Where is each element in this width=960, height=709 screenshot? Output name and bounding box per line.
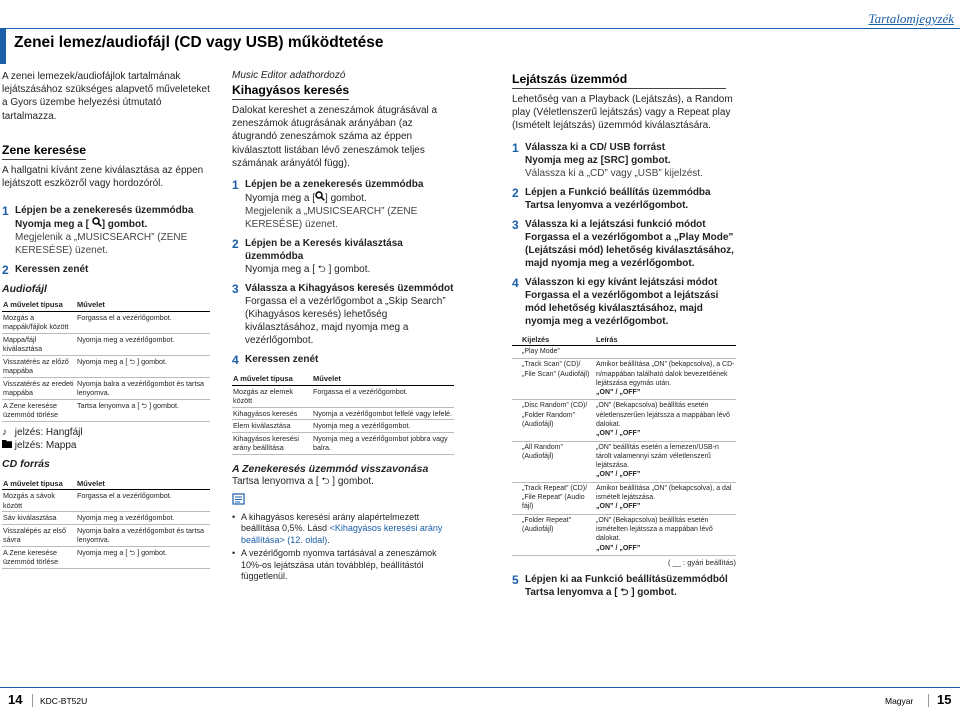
- step-instruction: Nyomja meg az [SRC] gombot.: [525, 154, 671, 166]
- step-instruction: Nyomja meg a [ ⮌ ] gombot.: [245, 264, 371, 276]
- table-row: [2, 355, 210, 377]
- table-row: [232, 385, 454, 407]
- section-title-skip-search: Kihagyásos keresés: [232, 83, 349, 100]
- section-description: A hallgatni kívánt zene kiválasztása az éppen lejátszott eszközről vagy hordozóról.: [2, 164, 204, 190]
- table-row: [2, 524, 210, 546]
- step-number: 3: [232, 282, 239, 297]
- table-cell: Mappa/fájl kiválasztása: [2, 333, 76, 355]
- table-cell: Nyomja meg a vezérlőgombot.: [76, 333, 210, 355]
- table-cell: Nyomja meg a vezérlőgombot jobbra vagy balra.: [312, 432, 454, 454]
- legend-folder: jelzés: Mappa: [2, 439, 210, 452]
- table-cell: „Folder Repeat” (Audiofájl): [512, 514, 595, 555]
- step-number: 2: [512, 185, 519, 200]
- step-note: Megjelenik a „MUSICSEARCH” (ZENE KERESÉSE) üzenet.: [245, 206, 418, 231]
- table-row: [512, 400, 736, 441]
- table-group-label: „Play Mode”: [512, 345, 736, 358]
- step-4: [512, 276, 736, 328]
- step-title: Válassza a Kihagyásos keresés üzemmódot: [245, 283, 454, 295]
- table-cell: Visszatérés az előző mappába: [2, 355, 76, 377]
- step-instruction: Forgassa el a vezérlőgombot a „Play Mode” (Lejátszási mód) lehetőség kiválasztásához, majd nyomja meg a vezérlőgombot.: [525, 231, 734, 269]
- search-icon: [89, 219, 102, 230]
- step-number: 5: [512, 572, 519, 587]
- table-cell: „Disc Random” (CD)/ „Folder Random” (Audiofájl): [512, 400, 595, 441]
- audio-operation-table: [2, 299, 210, 422]
- audio-file-label: Audiofájl: [2, 283, 47, 296]
- table-cell: A Zene keresése üzemmód törlése: [2, 399, 76, 421]
- header-rule: [0, 28, 960, 29]
- step-5: [512, 573, 736, 599]
- table-cell: Tartsa lenyomva a [ ⮌ ] gombot.: [76, 399, 210, 421]
- table-row: [2, 333, 210, 355]
- table-cell: Nyomja balra a vezérlőgombot és tartsa lenyomva.: [76, 524, 210, 546]
- cd-source-label: CD forrás: [2, 457, 50, 470]
- step-number: 4: [512, 275, 519, 290]
- note-item: • A vezérlőgomb nyomva tartásával a zeneszámok 10%-os lejátszása után továbblép, beállítástól függetlenül.: [232, 548, 454, 583]
- table-row: [2, 490, 210, 512]
- table-header: Művelet: [76, 478, 210, 490]
- page-number-left: 14: [8, 692, 23, 707]
- step-1: [512, 141, 736, 180]
- table-header: A művelet típusa: [2, 299, 76, 311]
- table-row: [512, 482, 736, 514]
- model-name: KDC-BT52U: [40, 696, 88, 706]
- step-note: Megjelenik a „MUSICSEARCH” (ZENE KERESÉSE) üzenet.: [15, 232, 188, 257]
- footer-rule: [0, 687, 960, 688]
- music-note-icon: ♪: [2, 426, 7, 438]
- table-row: [2, 399, 210, 421]
- table-cell: „ON” (Bekapcsolva) beállítás esetén ismételten lejátssza a mappában lévő dalokat. „ON” / „OFF”: [595, 514, 736, 555]
- column-right: [512, 70, 736, 605]
- table-cell: Nyomja meg a [ ⮌ ] gombot.: [76, 546, 210, 568]
- table-header: Kijelzés: [512, 334, 595, 346]
- table-cell: Mozgás a mappák/fájlok között: [2, 311, 76, 333]
- table-cell: „All Random” (Audiofájl): [512, 441, 595, 482]
- step-title: Válassza ki a lejátszási funkció módot: [525, 218, 706, 230]
- legend-audio-file: ♪ jelzés: Hangfájl: [2, 426, 83, 438]
- step-instruction: Nyomja meg a [ ] gombot.: [245, 193, 367, 205]
- step-title: Lépjen a Funkció beállítás üzemmódba: [525, 186, 711, 198]
- step-1: [2, 204, 210, 257]
- note-item: • A kihagyásos keresési arány alapértelmezett beállítása 0,5%. Lásd <Kihagyásos keresési arány beállítása> (12. oldal).: [232, 512, 454, 547]
- step-number: 1: [2, 204, 9, 219]
- table-cell: Kihagyásos keresési arány beállítása: [232, 432, 312, 454]
- step-number: 4: [232, 353, 239, 368]
- table-cell: Mozgás az elemek között: [232, 385, 312, 407]
- search-icon: [315, 193, 325, 204]
- step-number: 3: [512, 217, 519, 232]
- step-number: 2: [2, 263, 9, 278]
- column-left: [2, 70, 210, 573]
- step-title: Lépjen ki aa Funkció beállításüzemmódból: [525, 573, 728, 585]
- table-cell: Nyomja meg a [ ⮌ ] gombot.: [76, 355, 210, 377]
- page-reference-link[interactable]: <Kihagyásos keresési arány beállítása> (12. oldal): [241, 523, 443, 545]
- table-row: [2, 546, 210, 568]
- step-note: Válassza ki a „CD” vagy „USB” kijelzést.: [525, 167, 703, 179]
- table-cell: Nyomja balra a vezérlőgombot és tartsa lenyomva.: [76, 377, 210, 399]
- table-cell: Amikor beállítása „ON” (bekapcsolva), a dal ismételt lejátszása. „ON” / „OFF”: [595, 482, 736, 514]
- table-cell: Nyomja a vezérlőgombot felfelé vagy lefelé.: [313, 408, 453, 418]
- table-cell: Forgassa el a vezérlőgombot.: [312, 385, 454, 407]
- table-cell: Nyomja meg a vezérlőgombot.: [76, 512, 210, 525]
- cancel-search-title: A Zenekeresés üzemmód visszavonása: [232, 462, 429, 475]
- step-instruction: Nyomja meg a [ ] gombot.: [15, 219, 148, 231]
- table-cell: Forgassa el a vezérlőgombot.: [76, 490, 210, 512]
- cancel-search-instruction: Tartsa lenyomva a [ ⮌ ] gombot.: [232, 475, 374, 487]
- table-cell: „Track Scan” (CD)/ „File Scan” (Audiofájl): [512, 359, 595, 400]
- factory-setting-note: ( __ : gyári beállítás): [668, 557, 736, 567]
- section-description: Dalokat kereshet a zeneszámok átugrásával a zeneszámok átugrásának arányában (az átugrandó zeneszámok száma az éppen kiválasztott listában lévő zeneszámok teljes számának arányától függ).: [232, 105, 438, 169]
- table-row: [2, 377, 210, 399]
- table-row: [512, 359, 736, 400]
- table-header: A művelet típusa: [2, 478, 76, 490]
- table-cell: Nyomja meg a vezérlőgombot.: [312, 420, 454, 433]
- table-cell: Amikor beállítása „ON” (bekapcsolva), a CD-n/mappában található dalok bevezetőének lejátszása egymás után. „ON” / „OFF”: [595, 359, 736, 400]
- step-1: [232, 178, 454, 231]
- table-cell: Elem kiválasztása: [232, 420, 312, 433]
- step-2: [232, 237, 454, 276]
- table-cell: Visszalépés az első sávra: [2, 524, 76, 546]
- table-row: [232, 432, 454, 454]
- step-title: Keressen zenét: [15, 264, 89, 276]
- table-header: Leírás: [595, 334, 736, 346]
- table-cell: Forgassa el a vezérlőgombot.: [76, 311, 210, 333]
- step-number: 2: [232, 237, 239, 252]
- table-row: [512, 514, 736, 555]
- step-2: [2, 263, 210, 277]
- table-row: [2, 311, 210, 333]
- cd-operation-table: [2, 478, 210, 569]
- table-cell: Mozgás a sávok között: [2, 490, 76, 512]
- step-number: 1: [512, 140, 519, 155]
- table-cell: A Zene keresése üzemmód törlése: [2, 546, 76, 568]
- step-2: [512, 186, 736, 212]
- step-title: Válasszon ki egy kívánt lejátszási módot: [525, 276, 718, 288]
- table-group-row: [512, 345, 736, 358]
- step-instruction: Tartsa lenyomva a [ ⮌ ] gombot.: [525, 586, 677, 598]
- section-title-music-search: Zene keresése: [2, 143, 86, 160]
- step-title: Keressen zenét: [245, 354, 319, 366]
- table-cell: Visszatérés az eredeti mappába: [2, 377, 76, 399]
- column-middle: [232, 70, 454, 585]
- play-mode-table: [512, 334, 736, 556]
- step-title: Lépjen be a zenekeresés üzemmódba: [15, 205, 194, 217]
- table-cell: „ON” (Bekapcsolva) beállítás esetén véletlenszerűen lejátssza a mappában lévő dalokat. „ON” / „OFF”: [595, 400, 736, 441]
- step-title: Válassza ki a CD/ USB forrást: [525, 141, 666, 153]
- media-label: Music Editor adathordozó: [232, 70, 346, 81]
- table-row: [2, 512, 210, 525]
- footer-separator: [32, 694, 33, 707]
- section-title-play-mode: Lejátszás üzemmód: [512, 72, 726, 89]
- page-number-right: 15: [937, 692, 952, 707]
- table-cell: „ON” beállítás esetén a lemezen/USB-n tárolt valamennyi szám véletlenszerű lejátszása. „ON” / „OFF”: [595, 441, 736, 482]
- step-title: Lépjen be a zenekeresés üzemmódba: [245, 179, 424, 191]
- footer-separator: [928, 694, 929, 707]
- step-instruction: Forgassa el a vezérlőgombot a lejátszási mód lehetőség kiválasztásához, majd nyomja meg a vezérlőgombot.: [525, 289, 719, 327]
- language-label: Magyar: [885, 696, 914, 706]
- step-number: 1: [232, 178, 239, 193]
- table-cell: Kihagyásos keresés: [232, 407, 312, 420]
- table-row: [512, 441, 736, 482]
- folder-icon: [2, 439, 12, 452]
- page-title: Zenei lemez/audiofájl (CD vagy USB) működtetése: [14, 34, 384, 51]
- table-cell: „Track Repeat” (CD)/ „File Repeat” (Audio fájl): [512, 482, 595, 514]
- note-icon: [232, 492, 454, 510]
- step-4: [232, 353, 454, 367]
- step-title: Lépjen be a Keresés kiválasztása üzemmódba: [245, 238, 403, 263]
- table-header: Művelet: [312, 373, 454, 385]
- step-instruction: Forgassa el a vezérlőgombot a „Skip Search” (Kihagyásos keresés) lehetőség kiválasztásához, majd nyomja meg a vezérlőgombot.: [245, 296, 446, 347]
- table-cell: Sáv kiválasztása: [2, 512, 76, 525]
- section-description: Lehetőség van a Playback (Lejátszás), a Random play (Véletlenszerű lejátszás) vagy a Repeat play (Ismételt lejátszás) üzemmód kiválasztására.: [512, 94, 733, 132]
- table-of-contents-link[interactable]: Tartalomjegyzék: [868, 11, 954, 26]
- table-row: [232, 407, 454, 420]
- header-accent-bar: [0, 28, 6, 64]
- step-3: [232, 282, 454, 347]
- intro-text: A zenei lemezek/audiofájlok tartalmának lejátszásához szükséges alapvető műveleteket a Gyors üzembe helyezési útmutató tartalmazza.: [2, 71, 210, 122]
- step-3: [512, 218, 736, 270]
- table-header: A művelet típusa: [232, 373, 312, 385]
- step-instruction: Tartsa lenyomva a vezérlőgombot.: [525, 199, 689, 211]
- table-header: Művelet: [76, 299, 210, 311]
- skip-search-table: [232, 373, 454, 455]
- table-row: [232, 420, 454, 433]
